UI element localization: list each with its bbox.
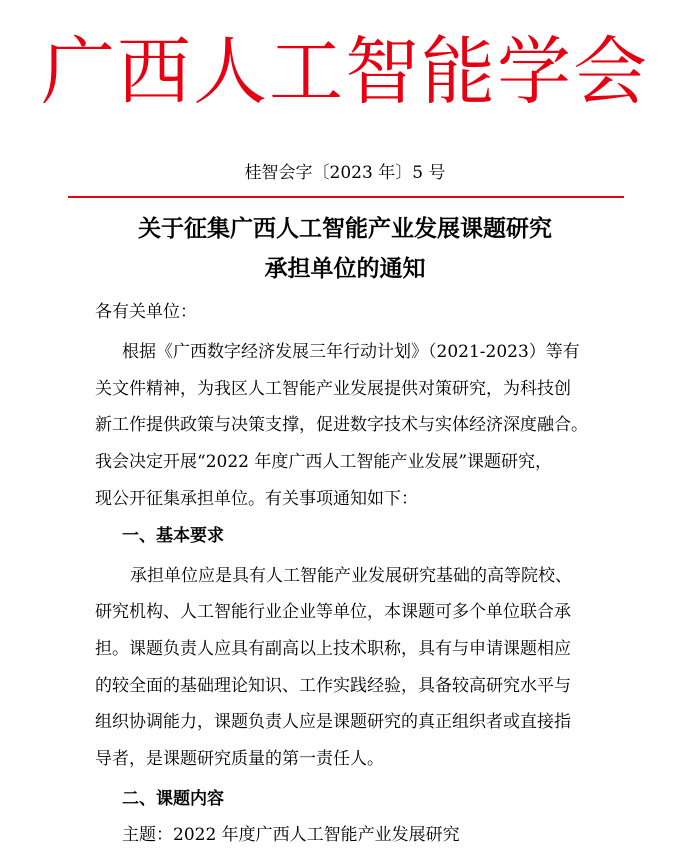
paragraph-line: 现公开征集承担单位。有关事项通知如下：: [95, 489, 418, 509]
salutation: 各有关单位：: [95, 302, 197, 322]
organization-header: 广西人工智能学会: [41, 29, 649, 115]
paragraph-line: 主题：2022 年度广西人工智能产业发展研究: [122, 825, 460, 845]
paragraph-line: 的较全面的基础理论知识、工作实践经验，具备较高研究水平与: [95, 676, 571, 696]
paragraph-line: 根据《广西数字经济发展三年行动计划》（2021-2023）等有: [122, 342, 580, 362]
paragraph-line: 我会决定开展“2022 年度广西人工智能产业发展”课题研究，: [95, 452, 553, 472]
paragraph-line: 研究机构、人工智能行业企业等单位，本课题可多个单位联合承: [95, 602, 571, 622]
paragraph-line: 关文件精神，为我区人工智能产业发展提供对策研究，为科技创: [95, 379, 571, 399]
notice-title-line-2: 承担单位的通知: [264, 256, 426, 282]
paragraph-line: 组织协调能力，课题负责人应是课题研究的真正组织者或直接指: [95, 712, 571, 732]
paragraph-line: 导者，是课题研究质量的第一责任人。: [95, 749, 384, 769]
paragraph-line: 新工作提供政策与决策支撑，促进数字技术与实体经济深度融合。: [95, 415, 588, 435]
document-number: 桂智会字〔2023 年〕5 号: [244, 163, 446, 183]
red-divider-line: [68, 196, 624, 198]
notice-title-line-1: 关于征集广西人工智能产业发展课题研究: [138, 216, 552, 242]
section-heading-requirements: 一、基本要求: [122, 526, 224, 546]
paragraph-line: 担。课题负责人应具有副高以上技术职称，具有与申请课题相应: [95, 639, 571, 659]
paragraph-line: 承担单位应是具有人工智能产业发展研究基础的高等院校、: [130, 566, 572, 586]
section-heading-content: 二、课题内容: [122, 789, 224, 809]
